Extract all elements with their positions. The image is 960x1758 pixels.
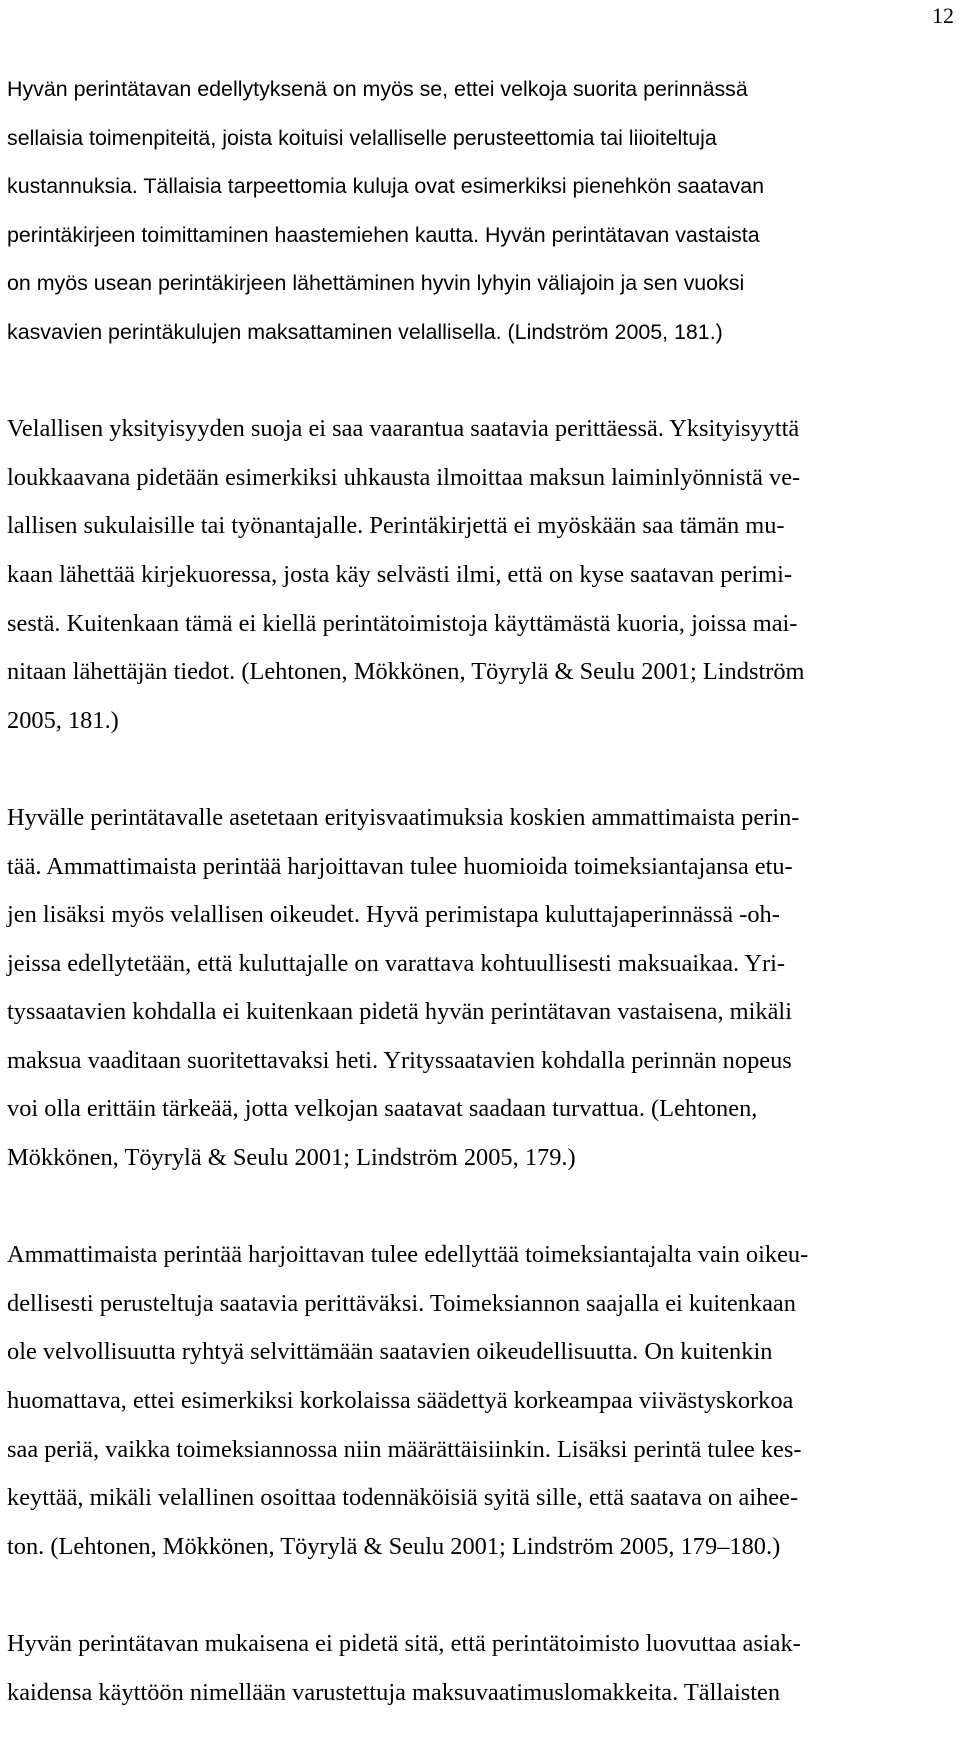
text-line: kaan lähettää kirjekuoressa, josta käy selvästi ilmi, että on kyse saatavan perimi- <box>7 560 792 588</box>
text-line: loukkaavana pidetään esimerkiksi uhkausta ilmoittaa maksun laiminlyönnistä ve- <box>7 463 801 491</box>
document-body <box>7 74 947 1726</box>
text-line: kasvavien perintäkulujen maksattaminen velallisella. (Lindström 2005, 181.) <box>7 319 723 344</box>
paragraph <box>7 1240 947 1580</box>
text-line: kustannuksia. Tällaisia tarpeettomia kuluja ovat esimerkiksi pienehkön saatavan <box>7 174 765 199</box>
paragraph-gap <box>7 754 947 803</box>
paragraph <box>7 1629 947 1726</box>
paragraph-gap <box>7 366 947 415</box>
paragraph-gap <box>7 1192 947 1241</box>
paragraph <box>7 414 947 754</box>
paragraph-gap <box>7 1580 947 1629</box>
text-line: keyttää, mikäli velallinen osoittaa todennäköisiä syitä sille, että saatava on aihee- <box>7 1484 799 1512</box>
text-line: Hyvälle perintätavalle asetetaan erityisvaatimuksia koskien ammattimaista perin- <box>7 803 800 831</box>
text-line: tää. Ammattimaista perintää harjoittavan tulee huomioida toimeksiantajansa etu- <box>7 852 793 880</box>
text-line: huomattava, ettei esimerkiksi korkolaissa säädettyä korkeampaa viivästyskorkoa <box>7 1387 794 1415</box>
text-line: Hyvän perintätavan mukaisena ei pidetä sitä, että perintätoimisto luovuttaa asiak- <box>7 1630 801 1657</box>
text-line: jeissa edellytetään, että kuluttajalle on varattava kohtuullisesti maksuaikaa. Yri- <box>7 949 785 977</box>
text-line: Hyvän perintätavan edellytyksenä on myös se, ettei velkoja suorita perinnässä <box>7 77 748 101</box>
text-line: kaidensa käyttöön nimellään varustettuja maksuvaatimuslomakkeita. Tällaisten <box>7 1678 781 1706</box>
text-line: sestä. Kuitenkaan tämä ei kiellä perintätoimistoja käyttämästä kuoria, joissa mai- <box>7 609 798 637</box>
page-number: 12 <box>932 3 954 28</box>
text-line: tyssaatavien kohdalla ei kuitenkaan pidetä hyvän perintätavan vastaisena, mikäli <box>7 998 792 1026</box>
text-line: sellaisia toimenpiteitä, joista koituisi velalliselle perusteettomia tai liioiteltuja <box>7 125 717 150</box>
text-line: Mökkönen, Töyrylä & Seulu 2001; Lindström 2005, 179.) <box>7 1144 576 1172</box>
text-line: maksua vaaditaan suoritettavaksi heti. Yrityssaatavien kohdalla perinnän nopeus <box>7 1046 792 1074</box>
text-line: Ammattimaista perintää harjoittavan tulee edellyttää toimeksiantajalta vain oikeu- <box>7 1241 809 1269</box>
text-line: ole velvollisuutta ryhtyä selvittämään saatavien oikeudellisuutta. On kuitenkin <box>7 1338 773 1366</box>
paragraph <box>7 74 947 366</box>
text-line: voi olla erittäin tärkeää, jotta velkojan saatavat saadaan turvattua. (Lehtonen, <box>7 1095 758 1123</box>
text-line: on myös usean perintäkirjeen lähettäminen hyvin lyhyin väliajoin ja sen vuoksi <box>7 271 745 296</box>
text-line: lallisen sukulaisille tai työnantajalle. Perintäkirjettä ei myöskään saa tämän mu- <box>7 512 785 540</box>
paragraph <box>7 803 947 1192</box>
text-line: nitaan lähettäjän tiedot. (Lehtonen, Mökkönen, Töyrylä & Seulu 2001; Lindström <box>7 658 805 686</box>
text-line: 2005, 181.) <box>7 706 119 734</box>
text-line: jen lisäksi myös velallisen oikeudet. Hyvä perimistapa kuluttajaperinnässä -oh- <box>7 901 780 929</box>
text-line: saa periä, vaikka toimeksiannossa niin määrättäisiinkin. Lisäksi perintä tulee kes- <box>7 1435 802 1463</box>
text-line: perintäkirjeen toimittaminen haastemiehen kautta. Hyvän perintätavan vastaista <box>7 222 760 247</box>
text-line: ton. (Lehtonen, Mökkönen, Töyrylä & Seulu 2001; Lindström 2005, 179–180.) <box>7 1532 781 1560</box>
text-line: dellisesti perusteltuja saatavia perittäväksi. Toimeksiannon saajalla ei kuitenkaan <box>7 1289 796 1317</box>
text-line: Velallisen yksityisyyden suoja ei saa vaarantua saatavia perittäessä. Yksityisyyttä <box>7 415 800 443</box>
